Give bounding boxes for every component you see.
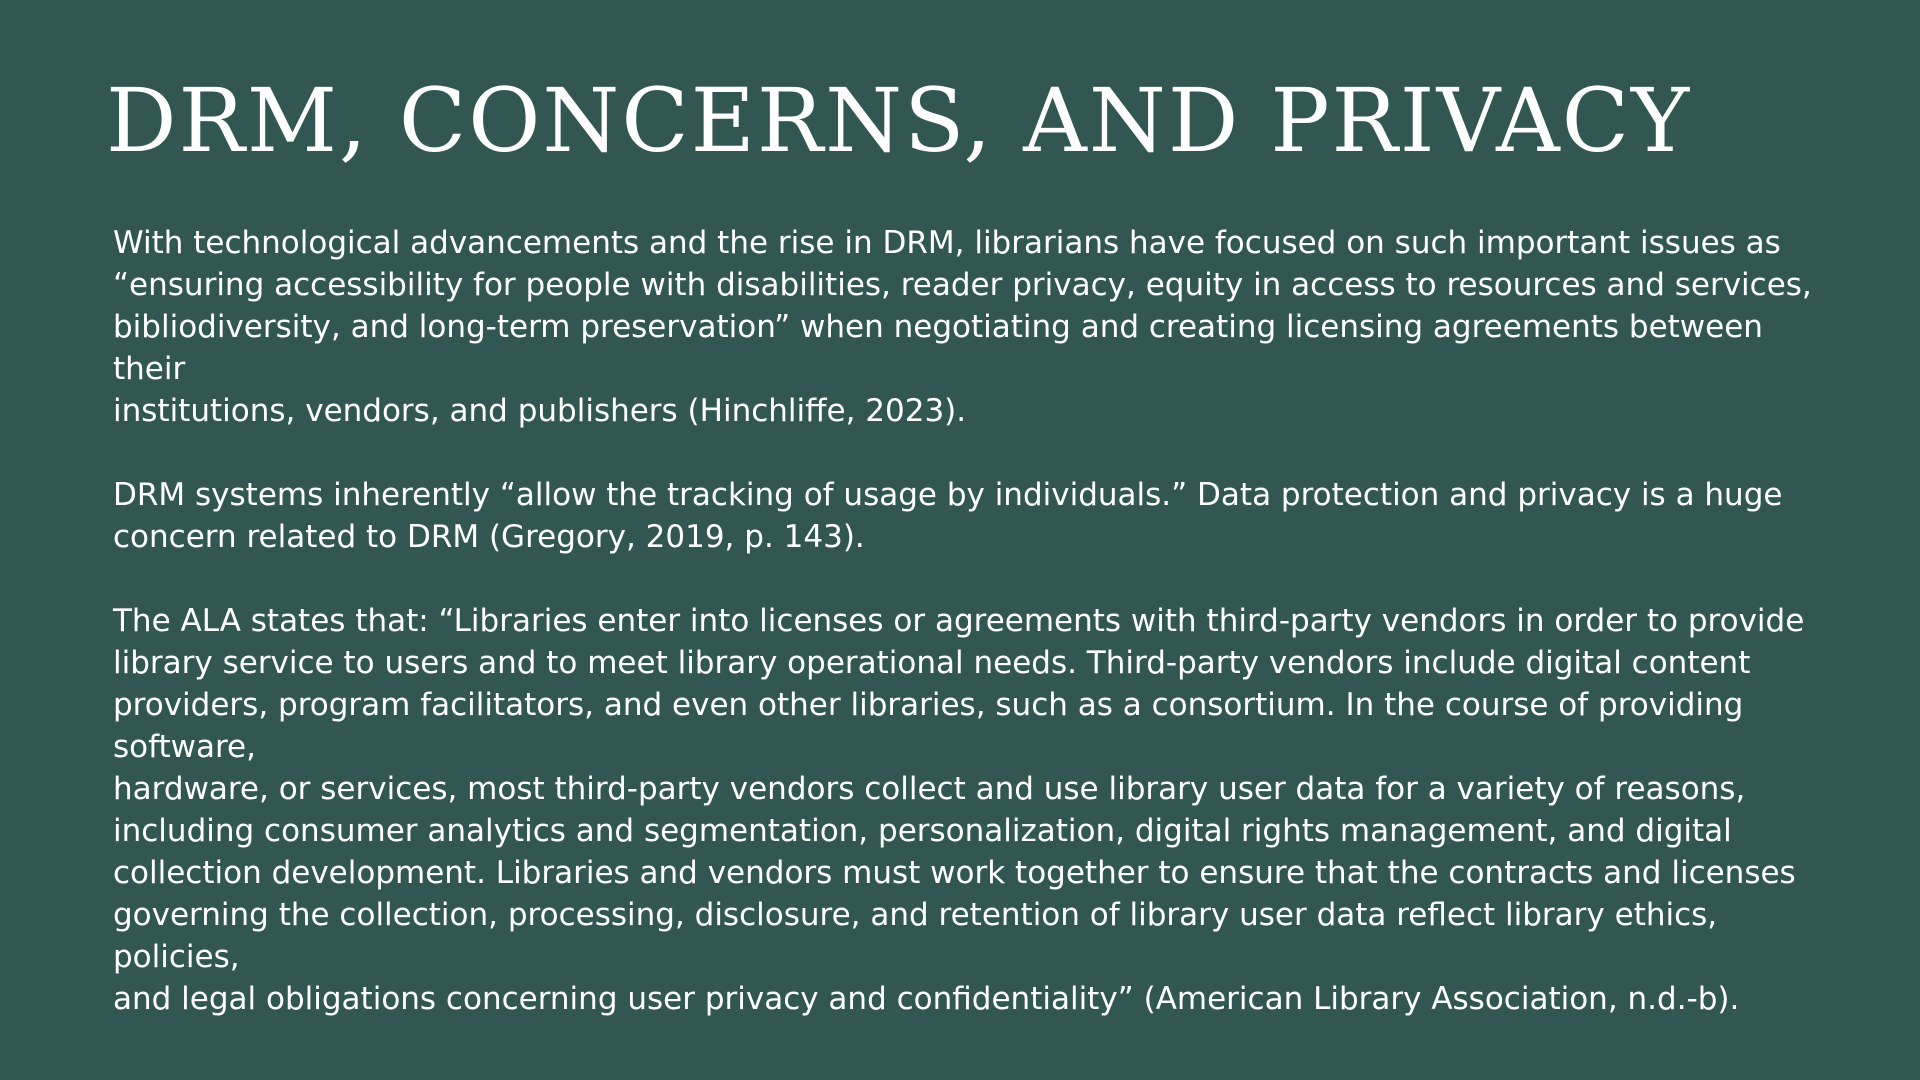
paragraph-drm-advancements: With technological advancements and the rise in DRM, librarians have focused on such important issues as “ensuring accessibility for people with disabilities, reader privacy, equity in access to resources and services, bibliodiversity, and long-term preservation” when negotiating and creating licensing agreements between their institutions, vendors, and publishers (Hinchliffe, 2023). <box>113 225 1812 429</box>
paragraph-ala-statement: The ALA states that: “Libraries enter into licenses or agreements with third-party vendors in order to provide library service to users and to meet library operational needs. Third-party vendors include digital content providers, program facilitators, and even other libraries, such as a consortium. In the course of providing software, hardware, or services, most third-party vendors collect and use library user data for a variety of reasons, including consumer analytics and segmentation, personalization, digital rights management, and digital collection development. Libraries and vendors must work together to ensure that the contracts and licenses governing the collection, processing, disclosure, and retention of library user data reflect library ethics, policies, and legal obligations concerning user privacy and confidentiality” (American Library Association, n.d.-b). <box>113 603 1805 1017</box>
slide-title: DRM, CONCERNS, AND PRIVACY <box>106 69 1692 172</box>
paragraph-drm-tracking: DRM systems inherently “allow the tracking of usage by individuals.” Data protection and privacy is a huge concern related to DRM (Gregory, 2019, p. 143). <box>113 477 1783 555</box>
slide-body <box>113 222 1813 1020</box>
